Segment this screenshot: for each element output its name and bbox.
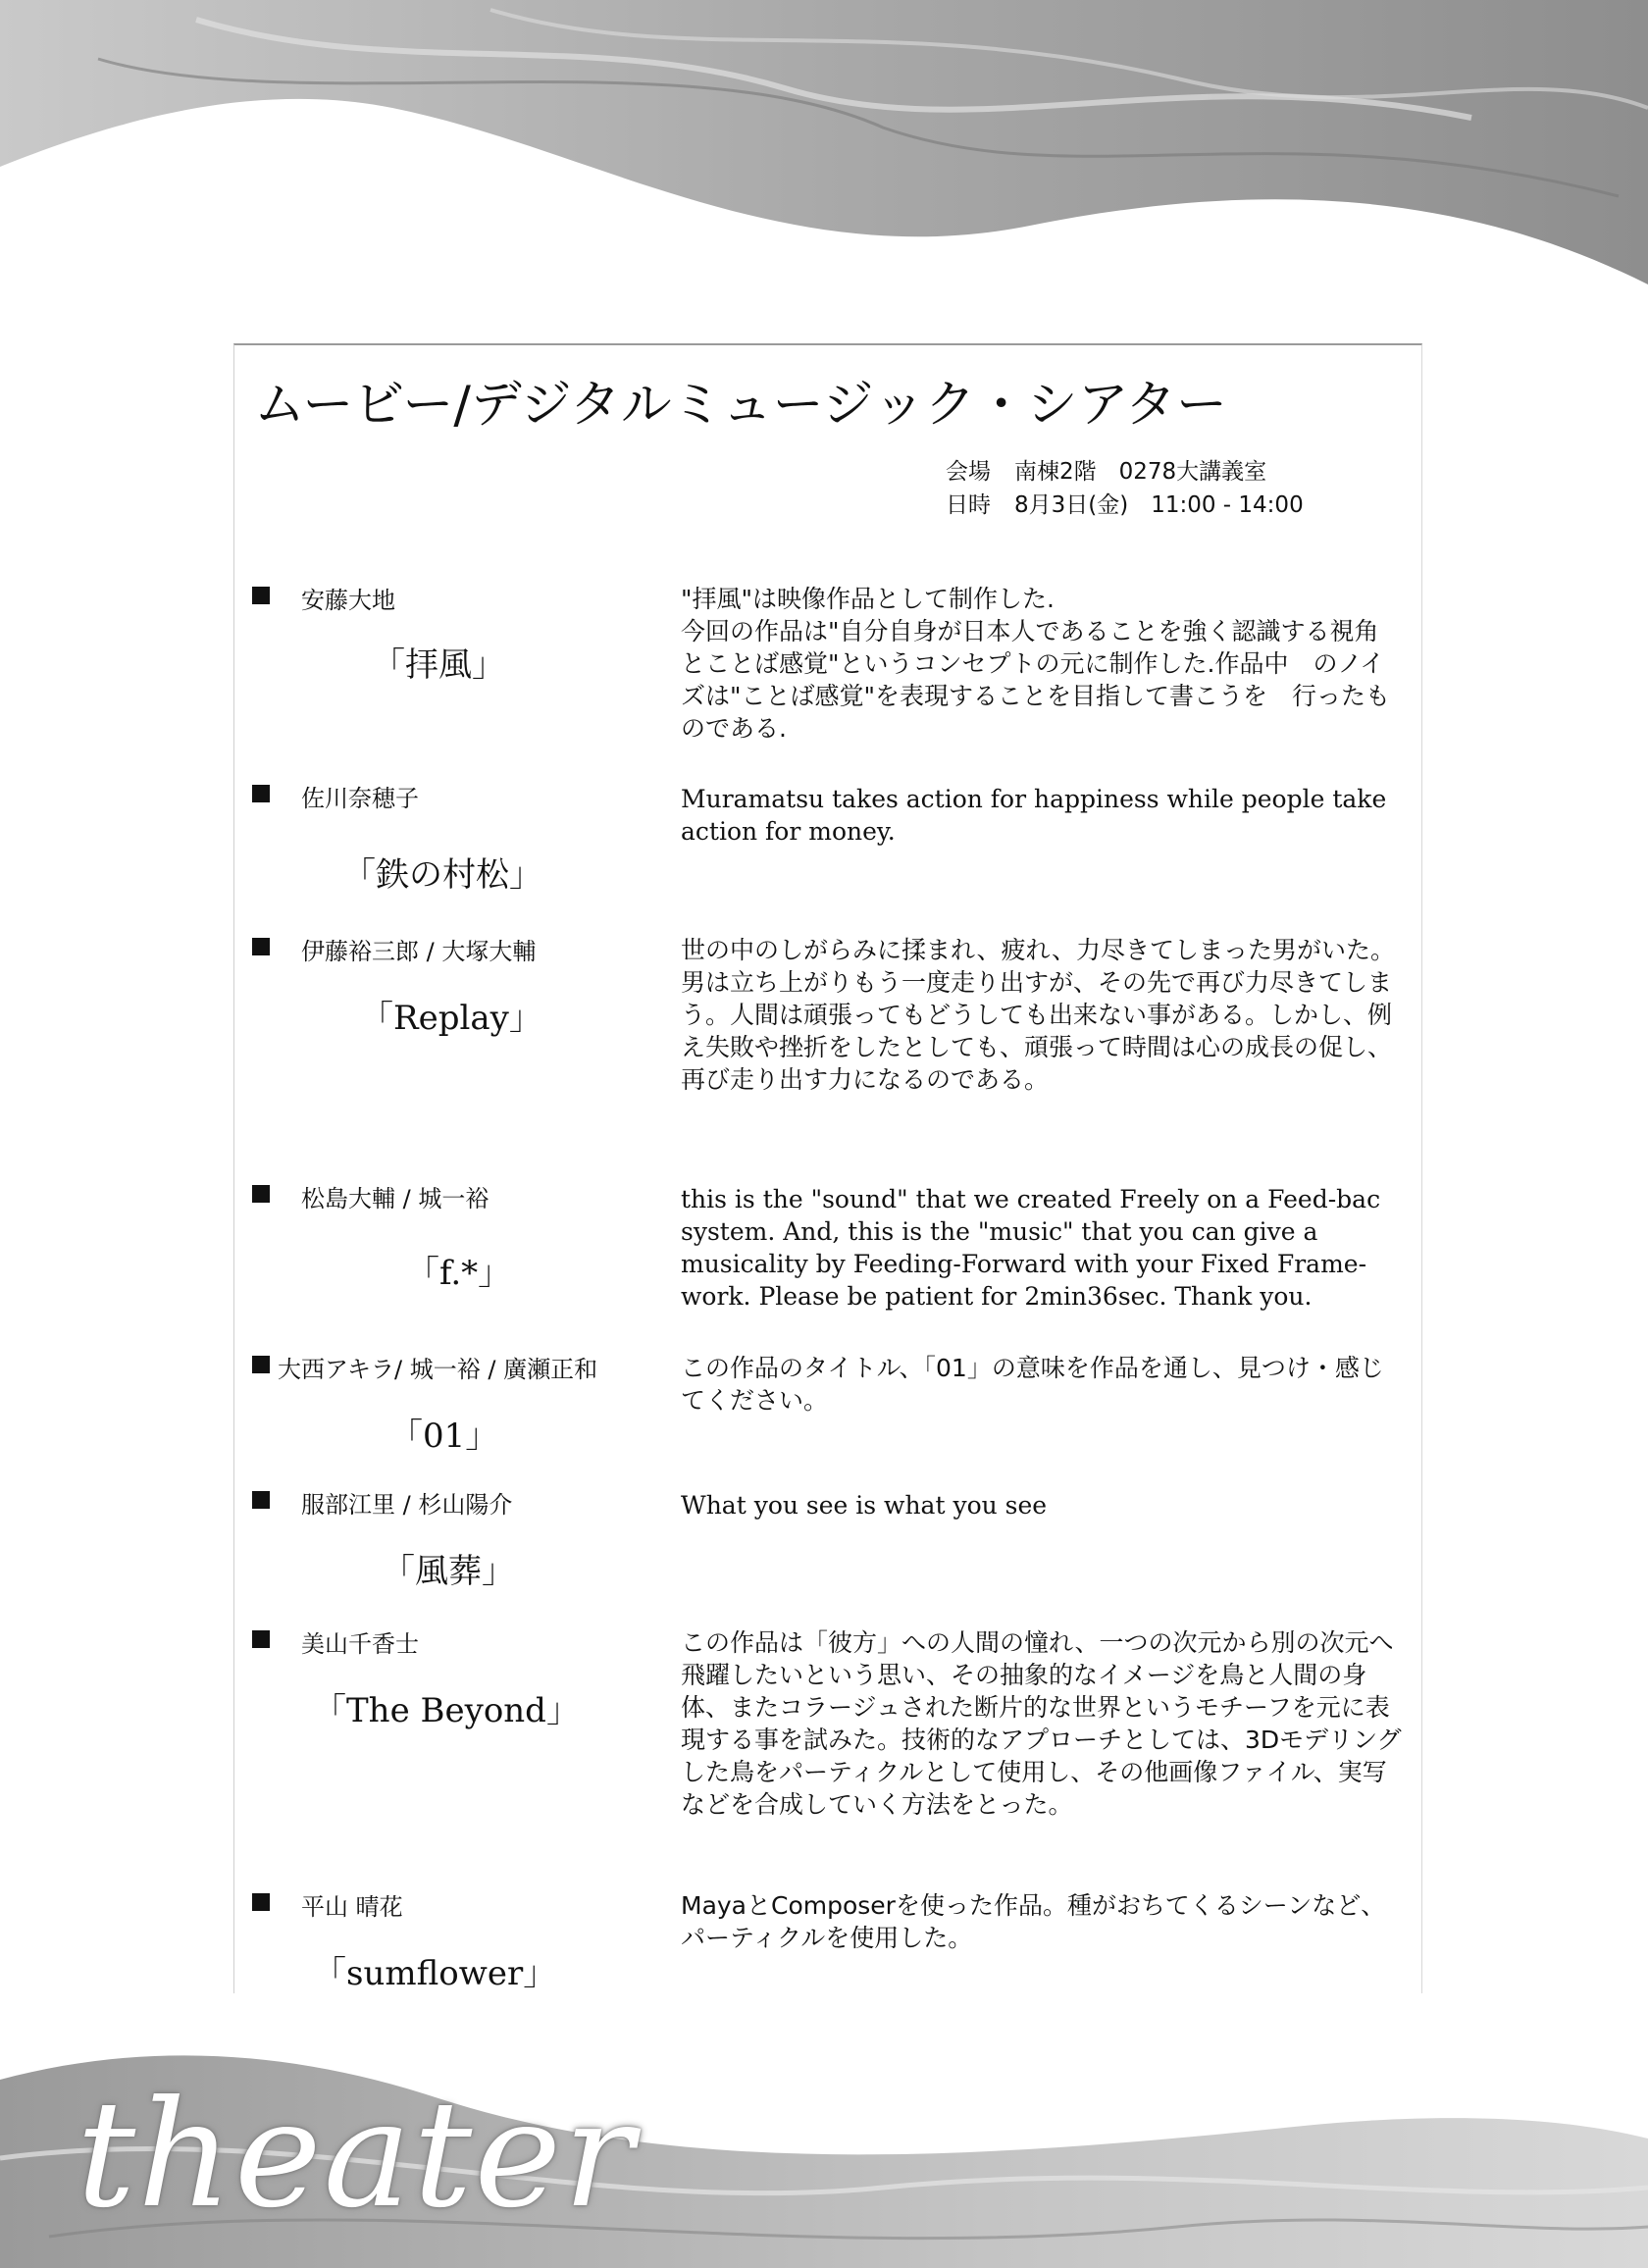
entry-title: 「拝風」 xyxy=(372,645,505,685)
entry-title: 「sumflower」 xyxy=(313,1954,557,1993)
program-sheet xyxy=(233,343,1422,1993)
venue-label: 会場 xyxy=(946,459,991,485)
entry-authors: 安藤大地 xyxy=(301,587,395,614)
entry-title: 「The Beyond」 xyxy=(313,1691,580,1730)
entry-authors: 大西アキラ/ 城一裕 / 廣瀬正和 xyxy=(278,1356,598,1383)
entry-description: この作品は「彼方」への人間の憧れ、一つの次元から別の次元へ飛躍したいという思い、その抽象的なイメージを鳥と人間の身体、またコラージュされた断片的な世界というモチーフを元に表現する事を試みた。技術的なアプローチとしては、3Dモデリングした鳥をパーティクルとして使用し、その他画像ファイル、実写などを合成していく方法をとった。 xyxy=(681,1628,1402,1819)
entry-description: this is the "sound" that we created Freely on a Feed-bac system. And, this is the "music" that you can give a musicality by Feeding-Forward with your Fixed Frame-work. Please be patient for 2min36sec. Thank you. xyxy=(681,1185,1389,1311)
entry-description: What you see is what you see xyxy=(681,1491,1048,1520)
entry-title: 「Replay」 xyxy=(360,999,542,1038)
entry-description: Muramatsu takes action for happiness while people take action for money. xyxy=(681,785,1395,846)
entry-description: 世の中のしがらみに揉まれ、疲れ、力尽きてしまった男がいた。男は立ち上がりもう一度走り出すが、その先で再び力尽きてしまう。人間は頑張ってもどうしても出来ない事がある。しかし、例え失敗や挫折をしたとしても、頑張って時間は心の成長の促し、再び走り出す力になるのである。 xyxy=(681,936,1396,1094)
entry-description: "拝風"は映像作品として制作した. 今回の作品は"自分自身が日本人であることを強く認識する視角とことば感覚"というコンセプトの元に制作した.作品中 のノイズは"ことば感覚"を表現することを目指して書こうを 行ったものである. xyxy=(681,585,1391,743)
entry-authors: 平山 晴花 xyxy=(301,1893,403,1921)
entry-description: MayaとComposerを使った作品。種がおちてくるシーンなど、パーティクルを使用した。 xyxy=(681,1891,1386,1952)
event-info xyxy=(946,455,1304,522)
bullet-square-icon xyxy=(252,785,270,802)
entry-description: この作品のタイトル、「01」の意味を作品を通し、見つけ・感じてください。 xyxy=(681,1354,1384,1415)
bullet-square-icon xyxy=(252,1893,270,1911)
entry-title: 「01」 xyxy=(389,1417,499,1456)
entry-authors: 松島大輔 / 城一裕 xyxy=(301,1185,489,1212)
entry-authors: 服部江里 / 杉山陽介 xyxy=(301,1491,513,1519)
entry-authors: 佐川奈穂子 xyxy=(301,785,419,812)
bullet-square-icon xyxy=(252,1630,270,1648)
entry-authors: 美山千香士 xyxy=(301,1630,419,1658)
page-title: ムービー/デジタルミュージック・シアター xyxy=(254,376,1228,435)
venue-row xyxy=(946,455,1304,489)
venue-value: 南棟2階 0278大講義室 xyxy=(1014,459,1267,485)
datetime-label: 日時 xyxy=(946,492,991,518)
bullet-square-icon xyxy=(252,1185,270,1203)
entry-title: 「f.*」 xyxy=(406,1254,512,1293)
entry-title: 「鉄の村松」 xyxy=(342,855,542,895)
datetime-value: 8月3日(金) 11:00 - 14:00 xyxy=(1014,492,1304,518)
bullet-square-icon xyxy=(252,1356,270,1373)
entry-title: 「風葬」 xyxy=(382,1552,515,1591)
datetime-row xyxy=(946,489,1304,522)
bullet-square-icon xyxy=(252,1491,270,1509)
bullet-square-icon xyxy=(252,587,270,604)
entry-authors: 伊藤裕三郎 / 大塚大輔 xyxy=(301,938,537,965)
footer-theater-word: theater xyxy=(77,2070,636,2241)
top-decorative-band xyxy=(0,0,1648,294)
bullet-square-icon xyxy=(252,938,270,955)
